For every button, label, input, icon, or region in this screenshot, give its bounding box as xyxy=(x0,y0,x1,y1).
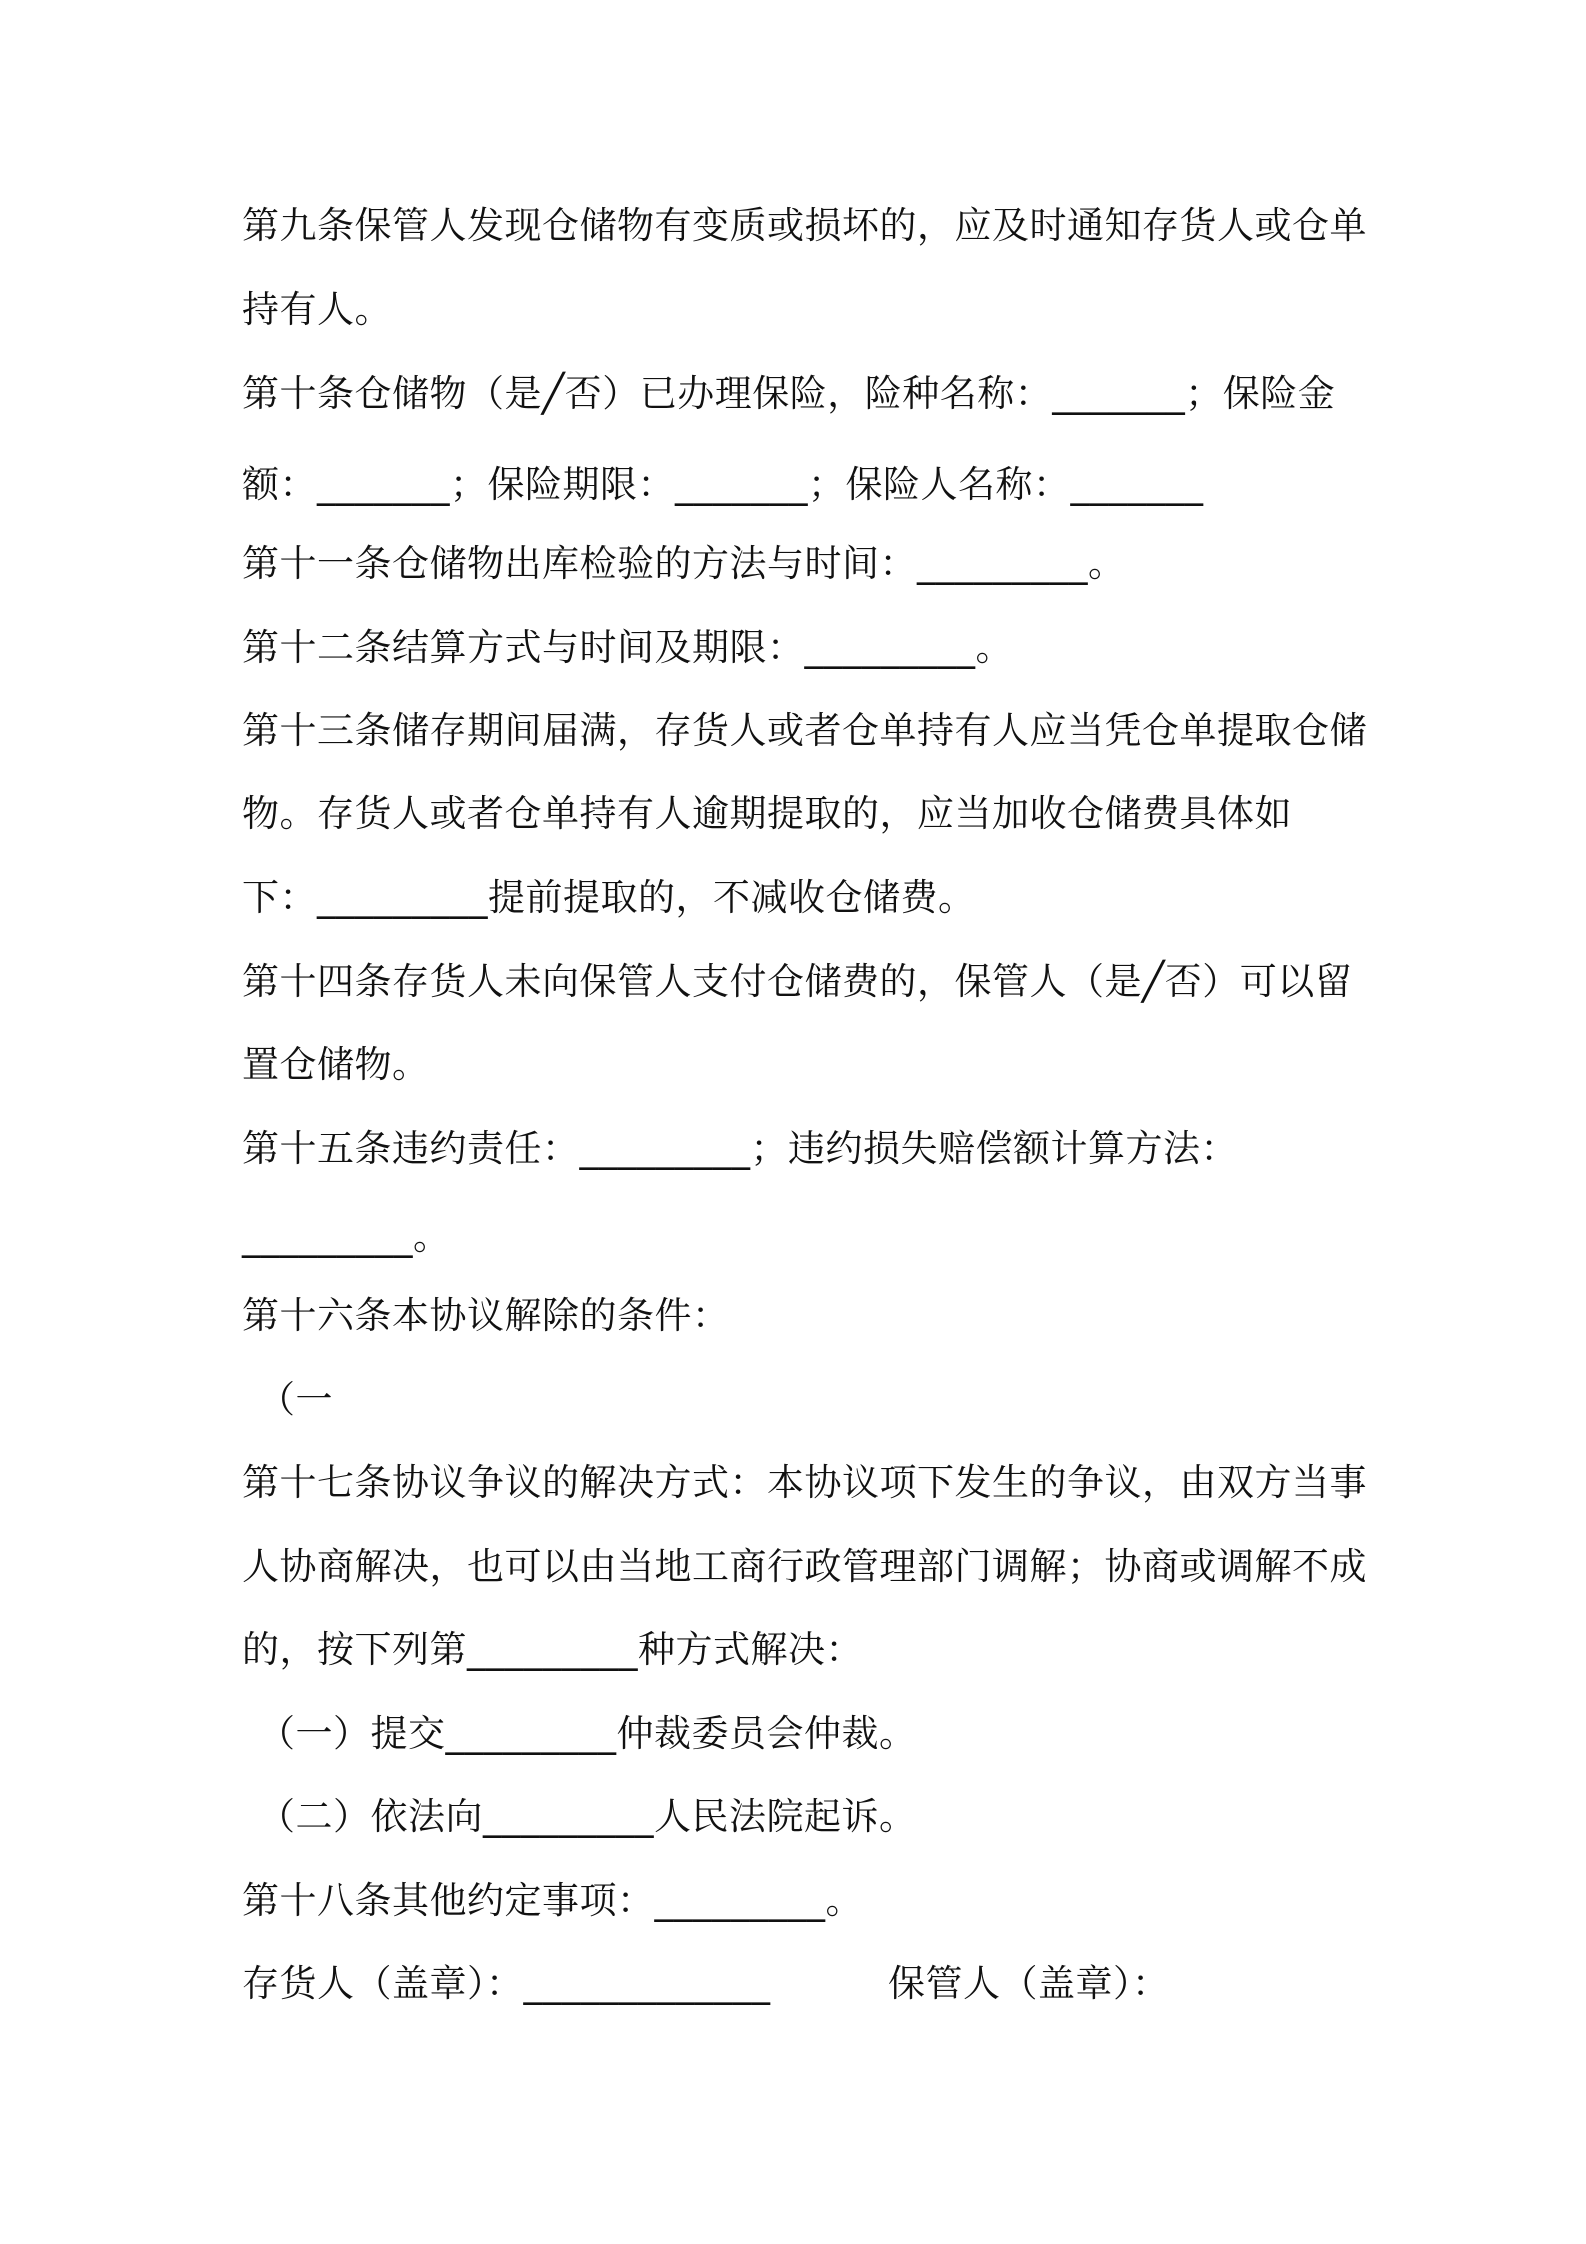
clause-12: 第十二条结算方式与时间及期限：_________。 xyxy=(242,626,1013,669)
depositor-signature: 存货人（盖章）：_____________ xyxy=(242,1962,771,2005)
clause-17-line-1: 第十七条协议争议的解决方式：本协议项下发生的争议，由双方当事 xyxy=(242,1461,1367,1504)
clause-18: 第十八条其他约定事项：_________。 xyxy=(242,1879,863,1922)
clause-10-line-2: 额：_______；保险期限：_______；保险人名称：_______ xyxy=(242,463,1204,506)
clause-16: 第十六条本协议解除的条件： xyxy=(242,1294,730,1337)
custodian-signature: 保管人（盖章）： xyxy=(888,1962,1170,2005)
clause-9-line-1: 第九条保管人发现仓储物有变质或损坏的，应及时通知存货人或仓单 xyxy=(242,204,1367,247)
clause-17-line-2: 人协商解决，也可以由当地工商行政管理部门调解；协商或调解不成 xyxy=(242,1545,1367,1588)
clause-15-line-1: 第十五条违约责任：_________；违约损失赔偿额计算方法： xyxy=(242,1127,1238,1170)
clause-16-item-1: （一 xyxy=(258,1378,333,1421)
clause-17-option-1: （一）提交_________仲裁委员会仲裁。 xyxy=(258,1712,917,1755)
clause-14-line-1: 第十四条存货人未向保管人支付仓储费的，保管人（是╱否）可以留 xyxy=(242,960,1353,1003)
clause-15-line-2: _________。 xyxy=(242,1215,451,1258)
clause-17-line-3: 的，按下列第_________种方式解决： xyxy=(242,1628,863,1671)
clause-14-line-2: 置仓储物。 xyxy=(242,1043,430,1086)
clause-13-line-2: 物。存货人或者仓单持有人逾期提取的，应当加收仓储费具体如 xyxy=(242,792,1292,835)
clause-17-option-2: （二）依法向_________人民法院起诉。 xyxy=(258,1795,917,1838)
clause-10-line-1: 第十条仓储物（是╱否）已办理保险，险种名称：_______；保险金 xyxy=(242,372,1336,415)
clause-13-line-3: 下：_________提前提取的，不减收仓储费。 xyxy=(242,876,976,919)
clause-9-line-2: 持有人。 xyxy=(242,288,392,331)
clause-13-line-1: 第十三条储存期间届满，存货人或者仓单持有人应当凭仓单提取仓储 xyxy=(242,709,1367,752)
clause-11: 第十一条仓储物出库检验的方法与时间：_________。 xyxy=(242,542,1126,585)
